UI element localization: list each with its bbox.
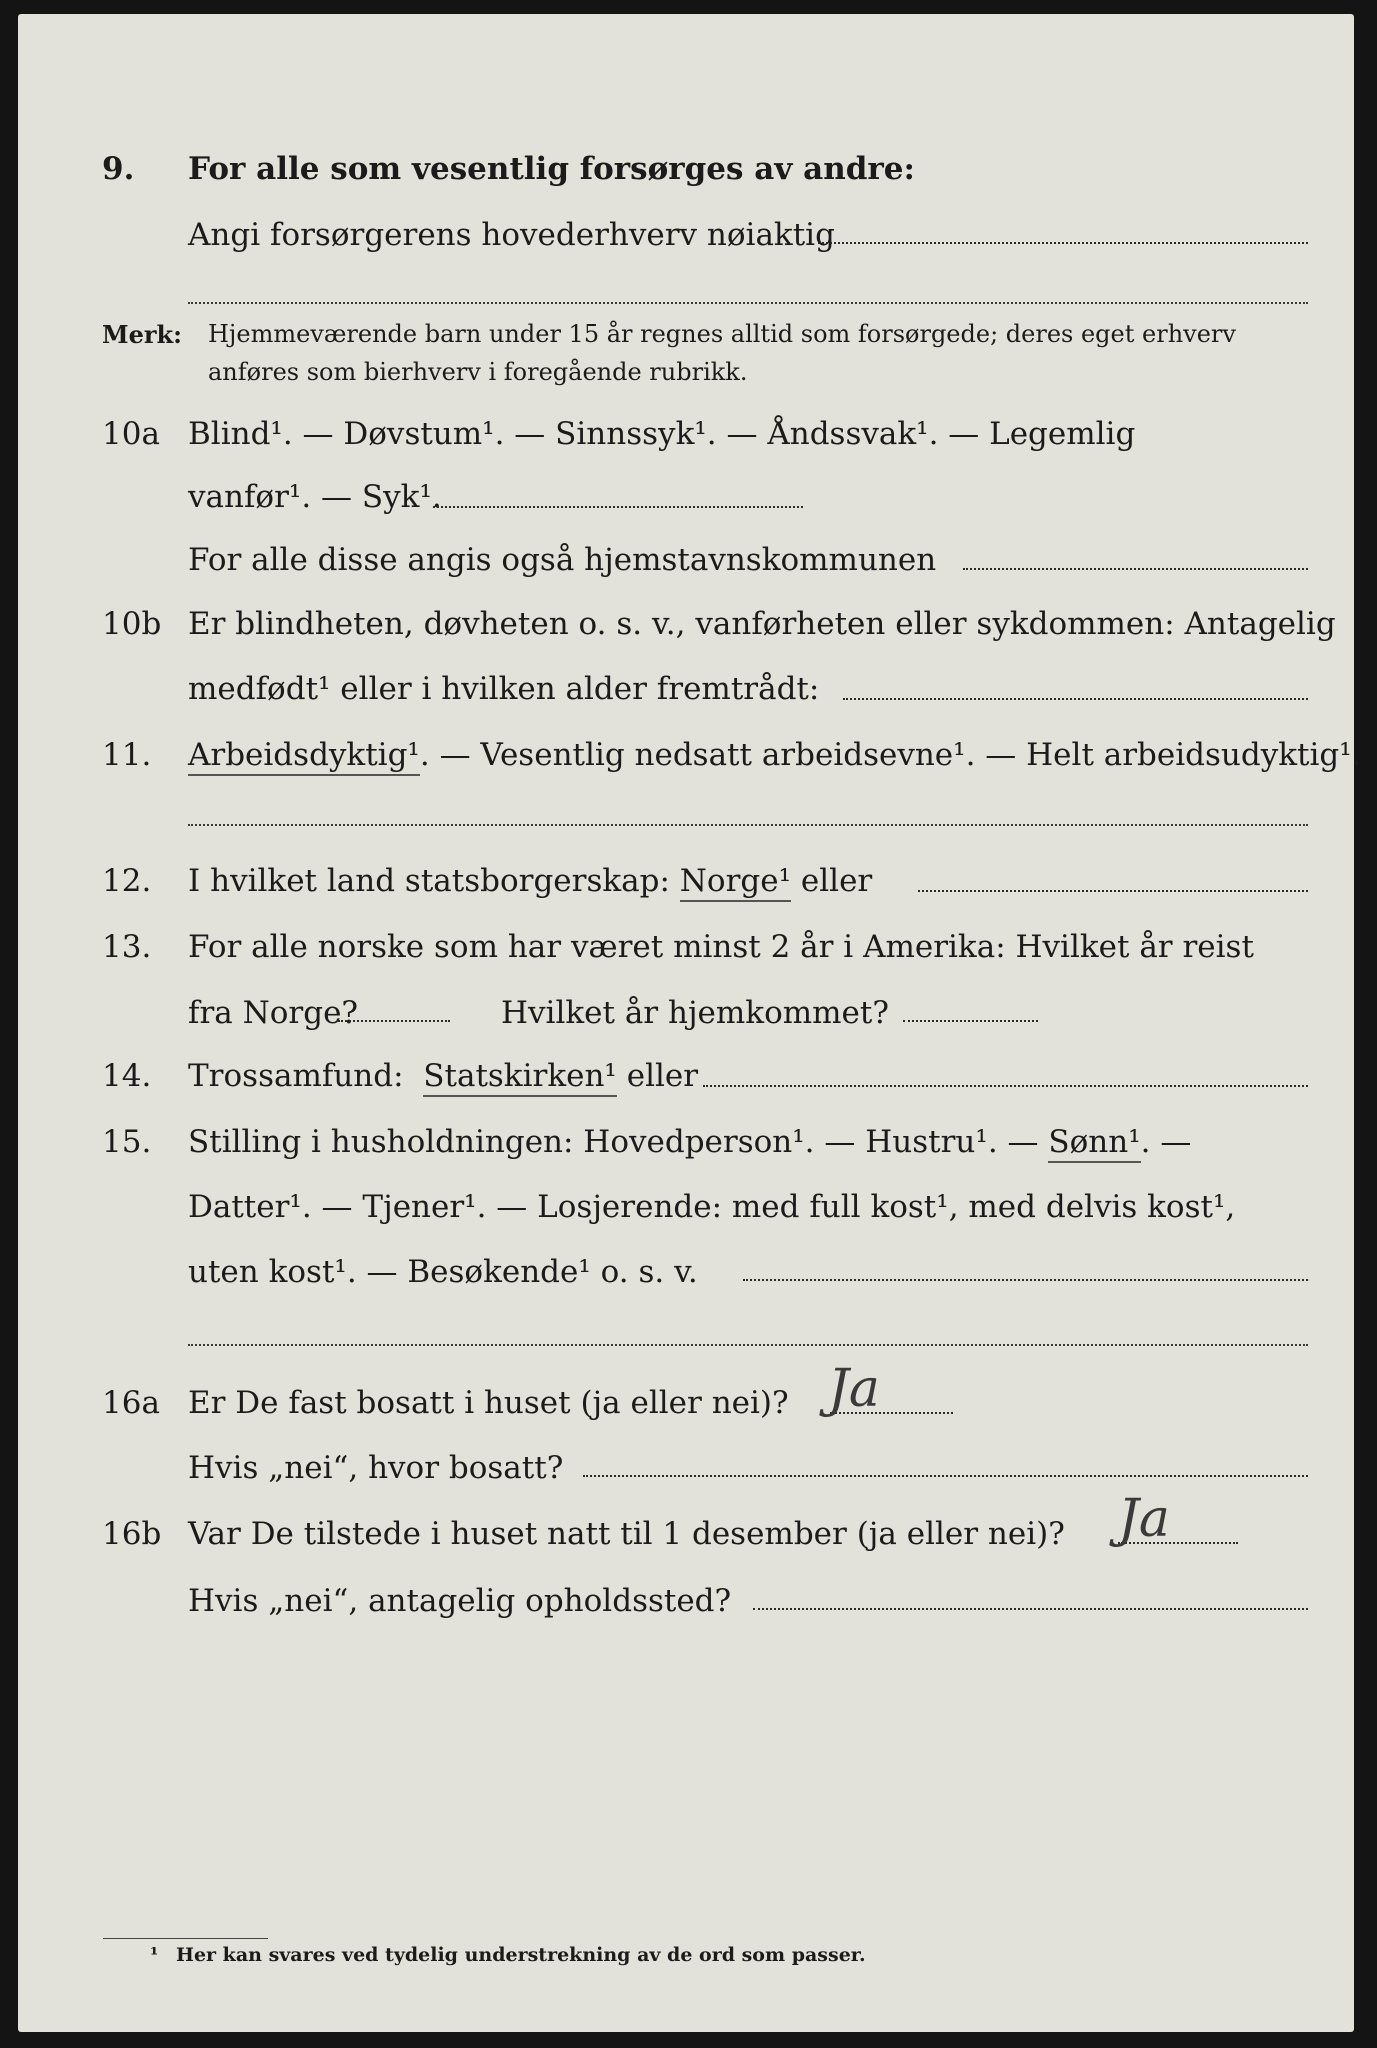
- question-10b-number: 10b: [102, 606, 162, 642]
- question-15-line-3: uten kost¹. — Besøkende¹ o. s. v.: [188, 1254, 698, 1290]
- footnote-text: Her kan svares ved tydelig understrekning av de ord som passer.: [176, 1944, 866, 1966]
- question-16b-followup-line[interactable]: [753, 1608, 1308, 1610]
- question-11-option-selected[interactable]: Arbeidsdyktig¹: [188, 737, 420, 776]
- question-16a-handwritten-answer: Ja: [828, 1359, 880, 1419]
- question-14-number: 14.: [102, 1058, 152, 1094]
- question-10a-options-line-1: Blind¹. — Døvstum¹. — Sinnssyk¹. — Åndssvak¹. — Legemlig: [188, 416, 1136, 452]
- question-15-answer-line-2[interactable]: [188, 1344, 1308, 1346]
- question-15-answer-line[interactable]: [743, 1279, 1308, 1281]
- question-15-option-selected[interactable]: Sønn¹: [1048, 1124, 1140, 1163]
- question-9-prompt: Angi forsørgerens hovederhverv nøiaktig: [188, 217, 835, 253]
- question-11-other-options: . — Vesentlig nedsatt arbeidsevne¹. — Helt arbeidsudyktig¹.: [419, 737, 1362, 773]
- question-10a-home-municipality: For alle disse angis også hjemstavnskommunen: [188, 542, 937, 578]
- note-line-2: anføres som bierhverv i foregående rubrikk.: [208, 358, 748, 386]
- question-16a-followup: Hvis „nei“, hvor bosatt?: [188, 1450, 564, 1486]
- question-13-departure-prompt: fra Norge?: [188, 995, 359, 1031]
- question-16b-handwritten-answer: Ja: [1118, 1489, 1170, 1549]
- question-14-option-selected[interactable]: Statskirken¹: [423, 1058, 617, 1097]
- footnote-marker: ¹: [150, 1944, 159, 1966]
- census-form-page: [18, 14, 1362, 2032]
- question-14-text: [188, 1058, 698, 1094]
- question-13-number: 13.: [102, 929, 152, 965]
- question-10a-municipality-line[interactable]: [963, 568, 1308, 570]
- question-16b-prompt: Var De tilstede i huset natt til 1 desember (ja eller nei)?: [188, 1516, 1065, 1552]
- question-15-number: 15.: [102, 1124, 152, 1160]
- question-11-answer-line[interactable]: [188, 824, 1308, 826]
- question-14-prompt: Trossamfund:: [188, 1058, 404, 1094]
- question-16b-followup: Hvis „nei“, antagelig opholdssted?: [188, 1583, 732, 1619]
- question-16b-number: 16b: [102, 1516, 162, 1552]
- question-9-answer-line[interactable]: [818, 242, 1308, 244]
- footnote-separator: [103, 1938, 268, 1939]
- question-14-answer-line[interactable]: [703, 1085, 1308, 1087]
- question-11-options: [188, 737, 1362, 773]
- question-13-departure-line[interactable]: [338, 1020, 450, 1022]
- question-12-option-selected[interactable]: Norge¹: [680, 863, 791, 902]
- question-13-return-line[interactable]: [903, 1020, 1038, 1022]
- question-12-text: [188, 863, 872, 899]
- question-12-prompt: I hvilket land statsborgerskap:: [188, 863, 670, 899]
- question-14-or: eller: [626, 1058, 699, 1094]
- question-12-number: 12.: [102, 863, 152, 899]
- question-16a-number: 16a: [102, 1385, 160, 1421]
- question-11-number: 11.: [102, 737, 152, 773]
- note-label: Merk:: [102, 320, 182, 349]
- question-10a-options-line-2: vanfør¹. — Syk¹.: [188, 479, 442, 515]
- question-15-options-b: . —: [1140, 1124, 1192, 1160]
- question-15-options-a: Stilling i husholdningen: Hovedperson¹. — Hustru¹. —: [188, 1124, 1039, 1160]
- question-16a-followup-line[interactable]: [583, 1475, 1308, 1477]
- question-15-line-2: Datter¹. — Tjener¹. — Losjerende: med full kost¹, med delvis kost¹,: [188, 1189, 1236, 1225]
- question-12-answer-line[interactable]: [918, 890, 1308, 892]
- question-16a-prompt: Er De fast bosatt i huset (ja eller nei)?: [188, 1385, 789, 1421]
- question-10a-number: 10a: [102, 416, 160, 452]
- question-15-line-1: [188, 1124, 1191, 1160]
- question-9-answer-line-2[interactable]: [188, 302, 1308, 304]
- question-10a-answer-line[interactable]: [433, 506, 803, 508]
- question-9-number: 9.: [102, 151, 135, 187]
- question-13-line-1: For alle norske som har været minst 2 år i Amerika: Hvilket år reist: [188, 929, 1254, 965]
- note-line-1: Hjemmeværende barn under 15 år regnes alltid som forsørgede; deres eget erhverv: [208, 320, 1236, 348]
- question-10b-line-2: medfødt¹ eller i hvilken alder fremtrådt:: [188, 671, 820, 707]
- question-10b-answer-line[interactable]: [843, 698, 1308, 700]
- question-10b-line-1: Er blindheten, døvheten o. s. v., vanførheten eller sykdommen: Antagelig: [188, 606, 1336, 642]
- question-12-or: eller: [800, 863, 873, 899]
- question-9-heading: For alle som vesentlig forsørges av andre:: [188, 151, 915, 187]
- question-13-return-prompt: Hvilket år hjemkommet?: [501, 995, 889, 1031]
